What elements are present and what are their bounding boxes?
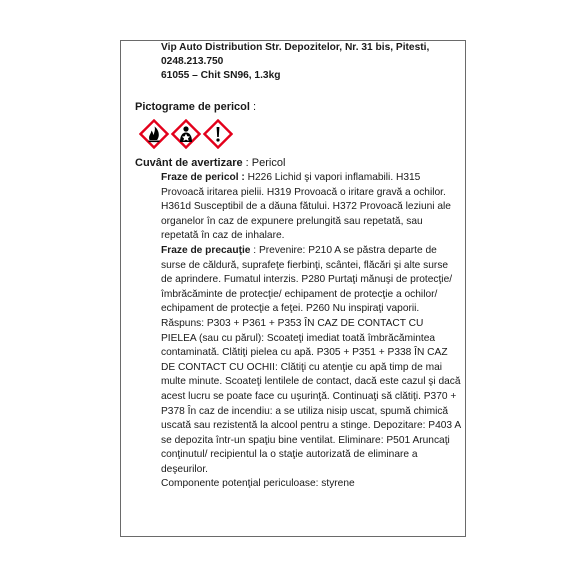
- signal-word: [135, 157, 285, 169]
- precautionary-statements-text: : Prevenire: P210 A se păstra departe de surse de căldură, suprafeţe fierbinţi, scântei, flăcări şi alte surse de aprindere. Fumatul interzis. P280 Purtaţi mănuşi de protecţie/ îmbrăcăminte de protecţie/ echipament de protecţie a ochilor/ echipament de protecţie a feţei. P260 Nu inspiraţi vaporii. Răspuns: P303 + P361 + P353 ÎN CAZ DE CONTACT CU PIELEA (sau cu părul): Scoateţi imediat toată îmbrăcămintea contaminată. Clătiţi pielea cu apă. P305 + P351 + P338 ÎN CAZ DE CONTACT CU OCHII: Clătiţi cu atenţie cu apă timp de mai multe minute. Scoateţi lentilele de contact, dacă este cazul şi dacă acest lucru se poate face cu uşurinţă. Continuaţi să clătiţi. P370 + P378 În caz de incendiu: a se utiliza nisip uscat, spumă chimică uscată sau rezistentă la alcool pentru a stinge. Depozitare: P403 A se depozita într-un spaţiu bine ventilat. Eliminare: P501 Aruncaţi conţinutul/ recipientul la o staţie autorizată de eliminare a deşeurilor.: [161, 244, 461, 475]
- supplier-phone: 0248.213.750: [161, 56, 224, 68]
- exclamation-mark-icon: [203, 119, 233, 149]
- hazard-statements-text: H226 Lichid şi vapori inflamabili. H315 Provoacă iritarea pielii. H319 Provoacă o iritare gravă a ochilor. H361d Susceptibil de a dăuna fătului. H372 Provoacă leziuni ale organelor în caz de expunere prelungită sau repetată, sau repetată în caz de inhalare.: [161, 172, 451, 242]
- flame-icon: [139, 119, 169, 149]
- hazard-statements-label: Fraze de pericol :: [161, 172, 245, 183]
- hazardous-components: Componente potenţial periculoase: styrene: [161, 478, 355, 490]
- pictograms-heading-text: Pictograme de pericol: [135, 101, 250, 113]
- precautionary-statements: [161, 244, 461, 478]
- signal-word-value: : Pericol: [242, 157, 286, 169]
- supplier-block: [161, 41, 461, 84]
- supplier-address: Vip Auto Distribution Str. Depozitelor, Nr. 31 bis, Pitesti,: [161, 42, 430, 53]
- product-name: 61055 – Chit SN96, 1.3kg: [161, 70, 281, 82]
- signal-word-label: Cuvânt de avertizare: [135, 157, 243, 169]
- pictograms-heading-colon: :: [249, 101, 257, 113]
- precautionary-statements-label: Fraze de precauţie: [161, 244, 251, 256]
- pictograms-heading: [135, 101, 256, 113]
- health-hazard-icon: [171, 119, 201, 149]
- hazard-statements: [161, 171, 461, 244]
- safety-text: [161, 171, 461, 492]
- product-label: [120, 40, 466, 537]
